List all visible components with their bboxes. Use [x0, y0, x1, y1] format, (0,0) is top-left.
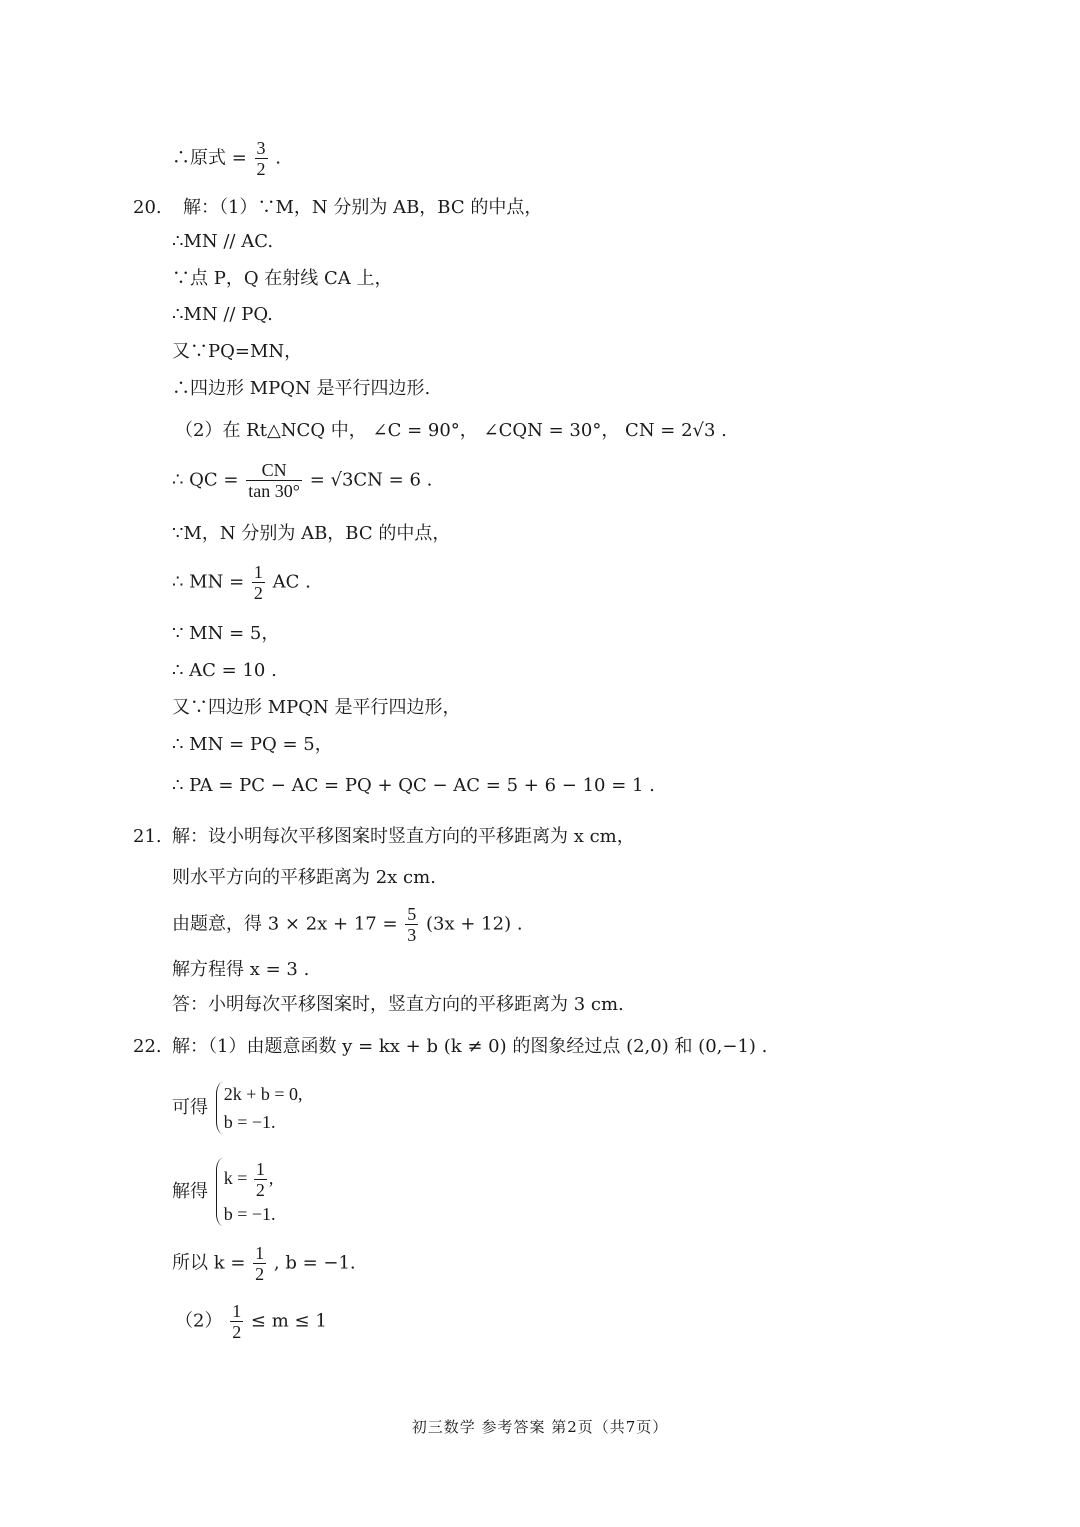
expr-left: 所以 k =	[172, 1252, 246, 1274]
q20-line-14: ∴ MN = PQ = 5，	[172, 734, 333, 755]
q22-line-4	[172, 1243, 356, 1284]
q20-line-2: ∴MN // AC.	[172, 231, 274, 252]
fraction: $\frac{CN}{\tan 30^\circ}$	[248, 460, 300, 501]
q22-system-1	[172, 1080, 303, 1136]
q20-line-5: 又∵PQ=MN，	[172, 341, 303, 362]
q21-line-2: 则水平方向的平移距离为 2x cm.	[172, 867, 436, 888]
expr-left: ∴ QC =	[172, 469, 239, 491]
q20-line-1: 解：（1）∵M，N 分别为 AB，BC 的中点，	[183, 197, 543, 218]
system-row: 2k + b = 0,	[223, 1084, 303, 1104]
question-number-22: 22.	[133, 1036, 162, 1057]
q20-line-10	[172, 562, 311, 603]
fraction: $\frac{1}{2}$	[232, 1301, 242, 1342]
q21-line-3	[172, 904, 523, 945]
q20-line-13: 又∵四边形 MPQN 是平行四边形，	[172, 697, 461, 718]
question-number-20: 20.	[133, 197, 162, 218]
expr-right: (3x + 12) .	[426, 913, 523, 935]
system-label: 解得	[172, 1181, 208, 1203]
q20-line-9: ∵M，N 分别为 AB，BC 的中点，	[172, 523, 451, 544]
line-conclusion-original: ∴原式 = $\frac{3}{2}$ .	[172, 138, 281, 179]
q22-line-1: 解：（1）由题意函数 y = kx + b (k ≠ 0) 的图象经过点 (2,0) 和 (0,−1) .	[172, 1036, 768, 1057]
question-number-21: 21.	[133, 826, 162, 847]
fraction: $\frac{1}{2}$	[253, 562, 263, 603]
q20-line-11: ∵ MN = 5，	[172, 623, 280, 644]
expr-right: = √3CN = 6 .	[309, 469, 433, 491]
fraction: $\frac{1}{2}$	[255, 1159, 265, 1201]
equation-system	[214, 1080, 303, 1136]
system-row: b = −1.	[223, 1204, 276, 1225]
q20-line-3: ∵点 P，Q 在射线 CA 上，	[172, 268, 393, 289]
fraction: $\frac{3}{2}$	[256, 138, 266, 179]
expr-left: ∴ MN =	[172, 571, 245, 593]
q22-line-5	[175, 1301, 327, 1342]
equation-system	[214, 1156, 276, 1228]
q22-system-2	[172, 1156, 276, 1228]
q21-line-1: 解：设小明每次平移图案时竖直方向的平移距离为 x cm，	[172, 826, 635, 847]
expr-right: , b = −1.	[273, 1252, 356, 1274]
q21-line-5: 答：小明每次平移图案时，竖直方向的平移距离为 3 cm.	[172, 994, 624, 1015]
expr-right: AC .	[272, 571, 311, 593]
q20-line-8	[172, 460, 432, 501]
expr-left: 由题意，得 3 × 2x + 17 =	[172, 913, 398, 935]
q20-line-7: （2）在 Rt△NCQ 中， ∠C = 90°， ∠CQN = 30°， CN = 2√3 .	[175, 420, 727, 441]
q20-line-15: ∴ PA = PC − AC = PQ + QC − AC = 5 + 6 − 10 = 1 .	[172, 775, 655, 796]
page-footer: 初三数学 参考答案 第2页（共7页）	[411, 1418, 669, 1436]
q20-line-6: ∴四边形 MPQN 是平行四边形.	[172, 378, 431, 399]
expr-right: ≤ m ≤ 1	[250, 1310, 327, 1332]
system-row: b = −1.	[223, 1112, 276, 1132]
system-row: k = $\frac{1}{2}$ ,	[223, 1159, 274, 1201]
fraction: $\frac{5}{3}$	[407, 904, 417, 945]
q21-line-4: 解方程得 x = 3 .	[172, 959, 310, 980]
q20-line-4: ∴MN // PQ.	[172, 304, 273, 325]
fraction: $\frac{1}{2}$	[255, 1243, 265, 1284]
system-label: 可得	[172, 1097, 208, 1118]
sub-label: （2）	[175, 1310, 223, 1332]
q20-line-12: ∴ AC = 10 .	[172, 660, 277, 681]
